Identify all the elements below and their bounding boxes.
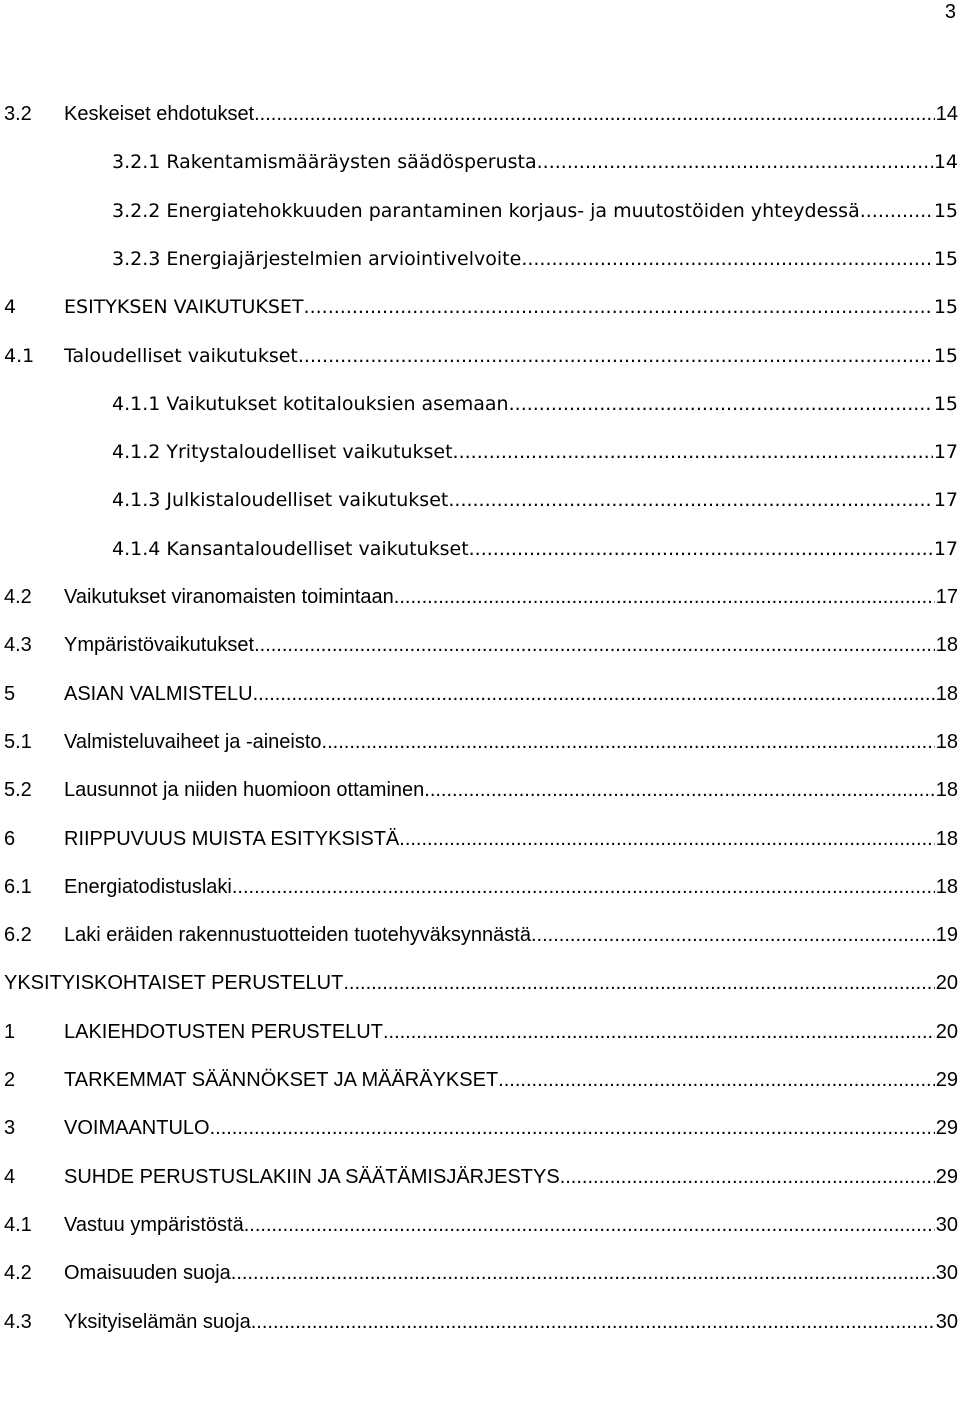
toc-entry[interactable]: [0, 1058, 960, 1102]
toc-entry-page: 29: [935, 1069, 958, 1091]
toc-dot-leader: [322, 720, 935, 764]
toc-entry-page: 15: [933, 344, 958, 367]
toc-entry-page: 17: [935, 586, 958, 608]
toc-entry-title: Vastuu ympäristöstä: [64, 1213, 244, 1236]
toc-entry-page: 18: [935, 827, 958, 850]
toc-entry-number: 6.1: [4, 875, 32, 898]
toc-entry-page: 29: [935, 1165, 958, 1188]
toc-entry-number: 3.2: [4, 103, 32, 125]
toc-entry[interactable]: [0, 817, 960, 861]
toc-entry-title: 4.1.1 Vaikutukset kotitalouksien asemaan: [112, 392, 509, 415]
toc-dot-leader: [231, 1251, 935, 1295]
toc-dot-leader: [448, 478, 932, 522]
toc-entry-page: 19: [935, 924, 958, 947]
toc-entry[interactable]: [0, 189, 960, 233]
toc-entry[interactable]: [0, 1251, 960, 1295]
toc-entry[interactable]: [0, 1300, 960, 1344]
toc-entry-page: 20: [935, 1020, 958, 1043]
toc-entry-page: 17: [933, 441, 958, 464]
toc-entry-title: 4.1.3 Julkistaloudelliset vaikutukset: [112, 489, 449, 512]
toc-entry-page: 15: [933, 247, 958, 270]
toc-entry-page: 30: [935, 1262, 958, 1285]
toc-entry-number: 3: [4, 1117, 16, 1140]
toc-entry-title: 4.1.4 Kansantaloudelliset vaikutukset: [112, 537, 469, 560]
toc-entry-number: 4.1: [4, 344, 35, 367]
toc-dot-leader: [343, 961, 934, 1005]
toc-entry-title: RIIPPUVUUS MUISTA ESITYKSISTÄ: [64, 827, 400, 850]
toc-entry-page: 17: [933, 537, 958, 560]
toc-entry-page: 18: [935, 682, 958, 705]
toc-entry[interactable]: [0, 1106, 960, 1150]
toc-entry[interactable]: [0, 575, 960, 619]
toc-entry-number: 4.1: [4, 1213, 32, 1236]
toc-entry[interactable]: [0, 237, 960, 281]
toc-entry-page: 30: [935, 1213, 958, 1236]
toc-entry-page: 20: [935, 972, 958, 995]
page-number: 3: [944, 1, 956, 23]
toc-entry-title: Omaisuuden suoja: [64, 1262, 231, 1285]
toc-entry-page: 15: [933, 296, 958, 319]
toc-entry-page: 18: [935, 634, 958, 657]
toc-dot-leader: [531, 913, 935, 957]
toc-entry-title: Ympäristövaikutukset: [64, 634, 255, 657]
toc-entry-page: 15: [933, 199, 958, 222]
toc-entry-title: ESITYKSEN VAIKUTUKSET: [64, 296, 304, 319]
toc-entry-page: 14: [933, 151, 958, 174]
toc-entry[interactable]: [0, 672, 960, 716]
toc-entry-title: YKSITYISKOHTAISET PERUSTELUT: [4, 972, 344, 995]
toc-dot-leader: [537, 140, 933, 184]
toc-entry[interactable]: [0, 478, 960, 522]
toc-entry-number: 1: [4, 1020, 16, 1043]
toc-entry-title: ASIAN VALMISTELU: [64, 682, 253, 705]
toc-entry-title: SUHDE PERUSTUSLAKIIN JA SÄÄTÄMISJÄRJESTYS: [64, 1165, 560, 1188]
toc-entry-title: Lausunnot ja niiden huomioon ottaminen: [64, 779, 425, 802]
toc-entry-number: 4.3: [4, 1310, 32, 1333]
toc-entry-number: 4.3: [4, 634, 32, 657]
toc-dot-leader: [251, 1300, 935, 1344]
toc-entry[interactable]: [0, 865, 960, 909]
toc-entry-title: TARKEMMAT SÄÄNNÖKSET JA MÄÄRÄYKSET: [64, 1069, 499, 1091]
toc-dot-leader: [304, 285, 933, 329]
toc-dot-leader: [298, 334, 933, 378]
toc-entry-page: 18: [935, 779, 958, 802]
toc-entry-title: LAKIEHDOTUSTEN PERUSTELUT: [64, 1020, 383, 1043]
toc-entry-title: 4.1.2 Yritystaloudelliset vaikutukset: [112, 441, 453, 464]
toc-entry[interactable]: [0, 961, 960, 1005]
toc-entry-number: 4.2: [4, 586, 32, 608]
toc-entry-page: 30: [935, 1310, 958, 1333]
toc-entry-page: 29: [935, 1117, 958, 1140]
toc-entry-page: 14: [935, 103, 958, 125]
toc-entry-number: 5.2: [4, 779, 32, 802]
toc-entry[interactable]: [0, 1203, 960, 1247]
toc-dot-leader: [232, 865, 935, 909]
toc-dot-leader: [383, 1010, 935, 1054]
toc-entry[interactable]: [0, 623, 960, 667]
toc-entry-title: 3.2.3 Energiajärjestelmien arviointivelvoite: [112, 247, 522, 270]
toc-entry-number: 4: [4, 1165, 16, 1188]
toc-entry-title: Yksityiselämän suoja: [64, 1310, 251, 1333]
toc-dot-leader: [394, 575, 935, 619]
toc-entry-number: 6.2: [4, 924, 32, 947]
toc-dot-leader: [509, 382, 933, 426]
toc-dot-leader: [210, 1106, 935, 1150]
toc-entry[interactable]: [0, 92, 960, 136]
toc-entry-number: 2: [4, 1069, 16, 1091]
toc-entry-title: Taloudelliset vaikutukset: [64, 344, 298, 367]
toc-entry-title: Energiatodistuslaki: [64, 875, 232, 898]
toc-dot-leader: [254, 92, 935, 136]
toc-dot-leader: [424, 768, 934, 812]
toc-entry[interactable]: [0, 430, 960, 474]
toc-entry-title: Vaikutukset viranomaisten toimintaan: [64, 586, 394, 608]
toc-entry[interactable]: [0, 768, 960, 812]
toc-entry-title: 3.2.2 Energiatehokkuuden parantaminen korjaus- ja muutostöiden yhteydessä: [112, 199, 860, 222]
toc-entry[interactable]: [0, 140, 960, 184]
toc-entry[interactable]: [0, 1155, 960, 1199]
toc-entry-number: 4.2: [4, 1262, 32, 1285]
toc-dot-leader: [521, 237, 933, 281]
toc-entry-number: 4: [4, 296, 17, 319]
toc-entry[interactable]: [0, 285, 960, 329]
toc-entry-title: VOIMAANTULO: [64, 1117, 210, 1140]
toc-entry-number: 5.1: [4, 730, 32, 753]
toc-dot-leader: [498, 1058, 935, 1102]
toc-entry-page: 15: [933, 392, 958, 415]
toc-dot-leader: [469, 527, 933, 571]
toc-dot-leader: [560, 1155, 935, 1199]
toc-dot-leader: [399, 817, 934, 861]
toc-entry[interactable]: [0, 720, 960, 764]
toc-entry-title: Valmisteluvaiheet ja -aineisto: [64, 730, 322, 753]
toc-entry-page: 18: [935, 875, 958, 898]
toc-dot-leader: [453, 430, 933, 474]
toc-entry-number: 5: [4, 682, 16, 705]
toc-entry[interactable]: [0, 334, 960, 378]
toc-dot-leader: [254, 623, 935, 667]
toc-entry-page: 17: [933, 489, 958, 512]
toc-entry-number: 6: [4, 827, 16, 850]
toc-entry-title: Laki eräiden rakennustuotteiden tuotehyväksynnästä: [64, 924, 531, 947]
toc-entry[interactable]: [0, 527, 960, 571]
toc-dot-leader: [253, 672, 935, 716]
toc-entry[interactable]: [0, 382, 960, 426]
toc-entry[interactable]: [0, 913, 960, 957]
toc-dot-leader: [244, 1203, 935, 1247]
toc-entry[interactable]: [0, 1010, 960, 1054]
toc-dot-leader: [860, 189, 933, 233]
toc-entry-title: 3.2.1 Rakentamismääräysten säädösperusta: [112, 151, 537, 174]
toc-entry-page: 18: [935, 730, 958, 753]
toc-entry-title: Keskeiset ehdotukset: [64, 103, 255, 125]
